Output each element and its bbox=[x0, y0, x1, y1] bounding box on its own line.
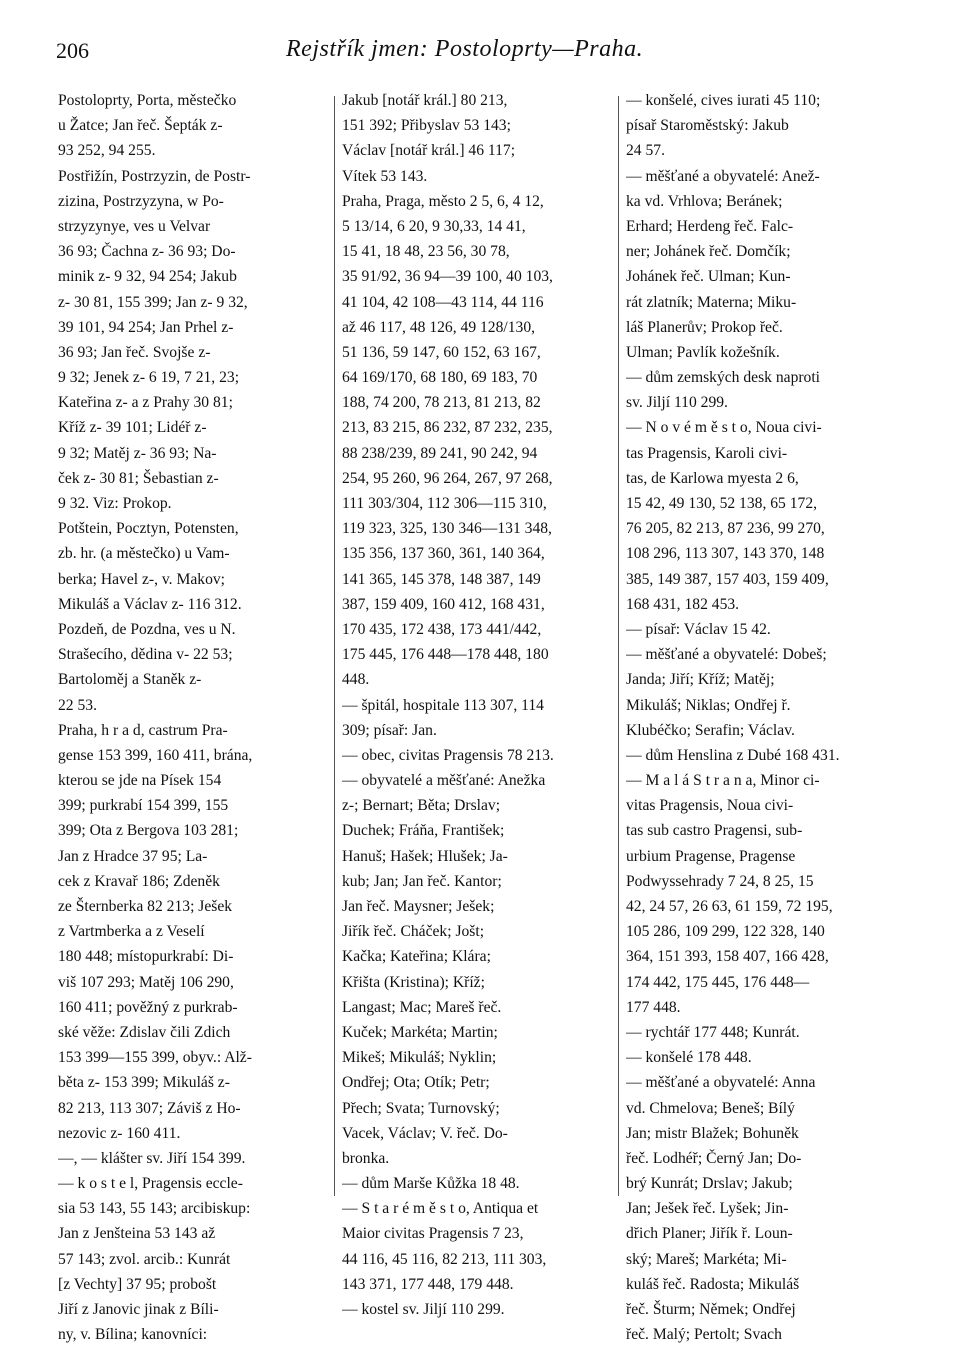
index-line: — písař: Václav 15 42. bbox=[626, 620, 771, 638]
index-line: Duchek; Fráňa, František; bbox=[342, 822, 505, 840]
index-line: 35 91/92, 36 94—39 100, 40 103, bbox=[342, 268, 553, 286]
index-line: 213, 83 215, 86 232, 87 232, 235, bbox=[342, 419, 553, 437]
index-line: sia 53 143, 55 143; arcibiskup: bbox=[58, 1200, 251, 1218]
index-line: Maior civitas Pragensis 7 23, bbox=[342, 1225, 524, 1243]
index-line: Johánek řeč. Ulman; Kun- bbox=[626, 268, 791, 286]
index-line: Praha, h r a d, castrum Pra- bbox=[58, 721, 228, 739]
index-line: Kateřina z- a z Prahy 30 81; bbox=[58, 394, 233, 412]
index-column-right bbox=[626, 88, 901, 1347]
index-line: Podwyssehrady 7 24, 8 25, 15 bbox=[626, 872, 814, 890]
index-line: Janda; Jiří; Kříž; Matěj; bbox=[626, 671, 775, 689]
index-line: 153 399—155 399, obyv.: Alž- bbox=[58, 1049, 252, 1067]
index-line: — měšťané a obyvatelé: Dobeš; bbox=[626, 646, 827, 664]
index-line: 399; purkrabí 154 399, 155 bbox=[58, 797, 229, 815]
index-line: strzyzynye, ves u Velvar bbox=[58, 217, 211, 235]
index-line: — dům Marše Kůžka 18 48. bbox=[342, 1175, 520, 1193]
index-line: Vítek 53 143. bbox=[342, 167, 428, 185]
index-line: [z Vechty] 37 95; probošt bbox=[58, 1275, 217, 1293]
index-line: 88 238/239, 89 241, 90 242, 94 bbox=[342, 444, 538, 462]
index-line: 39 101, 94 254; Jan Prhel z- bbox=[58, 318, 234, 336]
index-line: 309; písař: Jan. bbox=[342, 721, 437, 739]
index-line: bronka. bbox=[342, 1149, 390, 1167]
index-line: — měšťané a obyvatelé: Anna bbox=[626, 1074, 816, 1092]
index-line: Jiřík řeč. Cháček; Jošt; bbox=[342, 923, 485, 941]
index-line: 111 303/304, 112 306—115 310, bbox=[342, 495, 547, 512]
index-line: ny, v. Bílina; kanovníci: bbox=[58, 1326, 208, 1344]
index-line: 254, 95 260, 96 264, 267, 97 268, bbox=[342, 469, 553, 487]
index-line: u Žatce; Jan řeč. Šepták z- bbox=[58, 117, 223, 135]
index-line: 448. bbox=[342, 671, 370, 689]
index-line: Jan; mistr Blažek; Bohuněk bbox=[626, 1124, 799, 1142]
index-line: minik z- 9 32, 94 254; Jakub bbox=[58, 268, 237, 286]
index-line: urbium Pragense, Pragense bbox=[626, 847, 796, 865]
index-line: nezovic z- 160 411. bbox=[58, 1124, 181, 1142]
index-line: 51 136, 59 147, 60 152, 63 167, bbox=[342, 343, 541, 361]
index-line: zizina, Postrzyzyna, w Po- bbox=[58, 192, 224, 210]
index-line: ský; Mareš; Markéta; Mi- bbox=[626, 1250, 787, 1268]
index-line: rát zlatník; Materna; Miku- bbox=[626, 293, 797, 311]
index-line: 22 53. bbox=[58, 696, 97, 714]
page-header bbox=[56, 28, 926, 68]
index-line: ner; Johánek řeč. Domčík; bbox=[626, 243, 791, 261]
index-line: 108 296, 113 307, 143 370, 148 bbox=[626, 545, 825, 563]
index-line: Přech; Svata; Turnovský; bbox=[342, 1099, 500, 1117]
index-line: — dům Henslina z Dubé 168 431. bbox=[626, 746, 840, 764]
index-line: 105 286, 109 299, 122 328, 140 bbox=[626, 923, 825, 941]
index-line: 177 448. bbox=[626, 998, 681, 1016]
page-number: 206 bbox=[56, 38, 89, 63]
column-rule bbox=[334, 96, 335, 1196]
index-line: Postřižín, Postrzyzin, de Postr- bbox=[58, 167, 251, 185]
index-line: Křišta (Kristina); Kříž; bbox=[342, 973, 485, 991]
index-line: Jan; Ješek řeč. Lyšek; Jin- bbox=[626, 1200, 789, 1218]
index-line: řeč. Šturm; Němek; Ondřej bbox=[626, 1301, 796, 1318]
index-line: ka vd. Vrhlova; Beránek; bbox=[626, 192, 783, 210]
index-line: Václav [notář král.] 46 117; bbox=[342, 142, 516, 160]
index-line: Kačka; Kateřina; Klára; bbox=[342, 948, 491, 966]
index-line: Postoloprty, Porta, městečko bbox=[58, 92, 237, 109]
index-line: Klubéčko; Serafin; Václav. bbox=[626, 721, 795, 739]
running-head: Rejstřík jmen: Postoloprty—Praha. bbox=[286, 36, 644, 62]
index-line: 180 448; místopurkrabí: Di- bbox=[58, 948, 234, 966]
index-line: — konšelé 178 448. bbox=[626, 1049, 752, 1067]
index-line: viš 107 293; Matěj 106 290, bbox=[58, 973, 234, 991]
index-line: 188, 74 200, 78 213, 81 213, 82 bbox=[342, 394, 541, 412]
index-line: tas, de Karlowa myesta 2 6, bbox=[626, 469, 799, 487]
index-line: řeč. Malý; Pertolt; Svach bbox=[626, 1326, 782, 1344]
index-line: cek z Kravař 186; Zdeněk bbox=[58, 872, 220, 890]
index-line: Jan z Jenšteina 53 143 až bbox=[58, 1225, 216, 1243]
index-line: — rychtář 177 448; Kunrát. bbox=[626, 1023, 800, 1041]
index-line: 9 32; Matěj z- 36 93; Na- bbox=[58, 444, 217, 462]
index-line: 160 411; pověžný z purkrab- bbox=[58, 998, 238, 1016]
index-line: Praha, Praga, město 2 5, 6, 4 12, bbox=[342, 192, 544, 210]
index-line: 135 356, 137 360, 361, 140 364, bbox=[342, 545, 545, 563]
index-line: 41 104, 42 108—43 114, 44 116 bbox=[342, 293, 544, 311]
index-line: ček z- 30 81; Šebastian z- bbox=[58, 469, 219, 487]
index-line: z-; Bernart; Běta; Drslav; bbox=[342, 797, 501, 815]
index-line: 15 42, 49 130, 52 138, 65 172, bbox=[626, 495, 818, 512]
index-line: berka; Havel z-, v. Makov; bbox=[58, 570, 225, 588]
index-line: 5 13/14, 6 20, 9 30,33, 14 41, bbox=[342, 217, 526, 235]
index-line: Mikuláš a Václav z- 116 312. bbox=[58, 595, 242, 613]
index-line: zb. hr. (a městečko) u Vam- bbox=[58, 545, 230, 563]
index-line: 143 371, 177 448, 179 448. bbox=[342, 1275, 514, 1293]
index-line: Vacek, Václav; V. řeč. Do- bbox=[342, 1124, 508, 1142]
index-line: 57 143; zvol. arcib.: Kunrát bbox=[58, 1250, 231, 1268]
index-line: Ondřej; Ota; Otík; Petr; bbox=[342, 1074, 490, 1092]
index-line: — N o v é m ě s t o, Noua civi- bbox=[626, 419, 822, 437]
index-line: 364, 151 393, 158 407, 166 428, bbox=[626, 948, 829, 966]
index-line: řeč. Lodhéř; Černý Jan; Do- bbox=[626, 1149, 802, 1167]
index-line: Mikeš; Mikuláš; Nyklin; bbox=[342, 1049, 497, 1067]
index-line: Jiří z Janovic jinak z Bíli- bbox=[58, 1301, 219, 1318]
index-line: — špitál, hospitale 113 307, 114 bbox=[342, 696, 544, 714]
index-line: 151 392; Přibyslav 53 143; bbox=[342, 117, 511, 135]
index-line: 36 93; Čachna z- 36 93; Do- bbox=[58, 243, 236, 261]
index-line: — kostel sv. Jiljí 110 299. bbox=[342, 1301, 505, 1318]
index-line: — obyvatelé a měšťané: Anežka bbox=[342, 772, 546, 790]
index-line: láš Planerův; Prokop řeč. bbox=[626, 318, 783, 336]
index-line: — konšelé, cives iurati 45 110; bbox=[626, 92, 821, 109]
index-line: 36 93; Jan řeč. Svojše z- bbox=[58, 343, 211, 361]
index-line: 399; Ota z Bergova 103 281; bbox=[58, 822, 239, 840]
index-line: 9 32. Viz: Prokop. bbox=[58, 495, 172, 512]
index-line: Kuček; Markéta; Martin; bbox=[342, 1023, 498, 1041]
index-line: Jan řeč. Maysner; Ješek; bbox=[342, 898, 495, 915]
index-line: vd. Chmelova; Beneš; Bílý bbox=[626, 1099, 795, 1117]
index-line: písař Staroměstský: Jakub bbox=[626, 117, 789, 135]
index-line: Jan z Hradce 37 95; La- bbox=[58, 847, 208, 865]
index-line: 119 323, 325, 130 346—131 348, bbox=[342, 520, 552, 538]
index-line: gense 153 399, 160 411, brána, bbox=[58, 746, 253, 764]
index-line: Kříž z- 39 101; Lidéř z- bbox=[58, 419, 207, 437]
index-line: 175 445, 176 448—178 448, 180 bbox=[342, 646, 549, 664]
index-line: 93 252, 94 255. bbox=[58, 142, 156, 160]
index-line: 64 169/170, 68 180, 69 183, 70 bbox=[342, 369, 538, 387]
index-line: kub; Jan; Jan řeč. Kantor; bbox=[342, 872, 502, 890]
index-column-middle bbox=[342, 88, 613, 1322]
index-line: 9 32; Jenek z- 6 19, 7 21, 23; bbox=[58, 369, 240, 387]
index-line: 141 365, 145 378, 148 387, 149 bbox=[342, 570, 541, 588]
index-line: 24 57. bbox=[626, 142, 665, 160]
index-line: 42, 24 57, 26 63, 61 159, 72 195, bbox=[626, 898, 833, 915]
index-line: Langast; Mac; Mareš řeč. bbox=[342, 998, 502, 1016]
index-line: kuláš řeč. Radosta; Mikuláš bbox=[626, 1275, 800, 1293]
index-line: 170 435, 172 438, 173 441/442, bbox=[342, 620, 542, 638]
index-line: Ulman; Pavlík kožešník. bbox=[626, 343, 780, 361]
index-line: z- 30 81, 155 399; Jan z- 9 32, bbox=[58, 293, 248, 311]
index-line: 387, 159 409, 160 412, 168 431, bbox=[342, 595, 545, 613]
index-line: Bartoloměj a Staněk z- bbox=[58, 671, 202, 689]
index-line: 82 213, 113 307; Záviš z Ho- bbox=[58, 1099, 241, 1117]
index-line: 385, 149 387, 157 403, 159 409, bbox=[626, 570, 829, 588]
index-line: tas Pragensis, Karoli civi- bbox=[626, 444, 788, 462]
index-line: Hanuš; Hašek; Hlušek; Ja- bbox=[342, 847, 508, 865]
index-line: 44 116, 45 116, 82 213, 111 303, bbox=[342, 1250, 547, 1268]
index-line: až 46 117, 48 126, 49 128/130, bbox=[342, 318, 536, 336]
index-line: sv. Jiljí 110 299. bbox=[626, 394, 728, 412]
index-line: tas sub castro Pragensi, sub- bbox=[626, 822, 803, 840]
index-column-left bbox=[58, 88, 328, 1347]
index-line: —, — klášter sv. Jiří 154 399. bbox=[58, 1149, 246, 1167]
index-line: kterou se jde na Písek 154 bbox=[58, 772, 222, 790]
index-line: 15 41, 18 48, 23 56, 30 78, bbox=[342, 243, 510, 261]
index-line: — k o s t e l, Pragensis eccle- bbox=[58, 1175, 243, 1193]
index-line: Pozdeň, de Pozdna, ves u N. bbox=[58, 620, 236, 638]
index-line: — dům zemských desk naproti bbox=[626, 369, 821, 387]
index-line: brý Kunrát; Drslav; Jakub; bbox=[626, 1175, 793, 1193]
index-line: z Vartmberka a z Veselí bbox=[58, 923, 205, 941]
index-line: ze Šternberka 82 213; Ješek bbox=[58, 898, 233, 915]
index-line: vitas Pragensis, Noua civi- bbox=[626, 797, 794, 815]
index-line: Mikuláš; Niklas; Ondřej ř. bbox=[626, 696, 791, 714]
index-line: 174 442, 175 445, 176 448— bbox=[626, 973, 810, 991]
index-line: — obec, civitas Pragensis 78 213. bbox=[342, 746, 554, 764]
index-line: 76 205, 82 213, 87 236, 99 270, bbox=[626, 520, 825, 538]
index-line: Strašecího, dědina v- 22 53; bbox=[58, 646, 233, 664]
index-line: Potštein, Pocztyn, Potensten, bbox=[58, 520, 239, 538]
index-line: — S t a r é m ě s t o, Antiqua et bbox=[342, 1200, 539, 1218]
index-line: dřich Planer; Jiřík ř. Loun- bbox=[626, 1225, 793, 1243]
index-line: 168 431, 182 453. bbox=[626, 595, 740, 613]
index-line: Jakub [notář král.] 80 213, bbox=[342, 92, 508, 109]
index-line: ské věže: Zdislav čili Zdich bbox=[58, 1023, 231, 1041]
column-rule bbox=[618, 96, 619, 1196]
index-line: běta z- 153 399; Mikuláš z- bbox=[58, 1074, 230, 1092]
index-line: — M a l á S t r a n a, Minor ci- bbox=[626, 772, 820, 790]
index-line: — měšťané a obyvatelé: Anež- bbox=[626, 167, 820, 185]
index-line: Erhard; Herdeng řeč. Falc- bbox=[626, 217, 794, 235]
